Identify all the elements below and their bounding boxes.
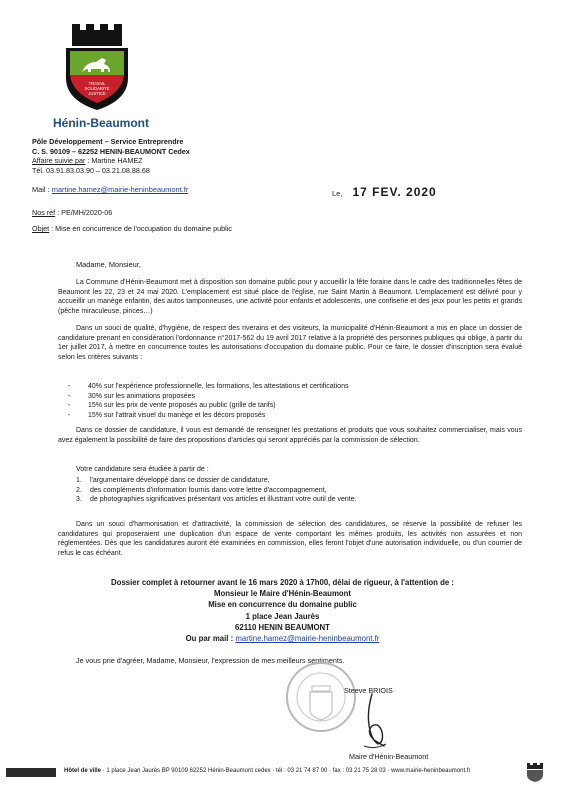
sender-mail: [32, 185, 188, 194]
evaluation-list: [76, 476, 357, 505]
footer-crest-icon: [524, 762, 546, 782]
signatory-name: Steeve BRIOIS: [344, 686, 393, 695]
city-crest-logo: [52, 22, 147, 112]
mail-label: Mail :: [32, 185, 52, 194]
return-recipient: Monsieur le Maire d'Hénin-Beaumont: [213, 589, 352, 599]
evaluation-intro: Votre candidature sera étudiée à partir de :: [76, 466, 209, 473]
sender-contact-person: [32, 156, 190, 166]
evaluation-item: 3. de photographies significatives présentant vos articles et illustrant votre outil de vente.: [76, 496, 357, 504]
return-subject: Mise en concurrence du domaine public: [208, 600, 357, 610]
criteria-list: [68, 382, 348, 420]
criteria-item: - 15% sur les prix de vente proposés au public (grille de tarifs): [68, 401, 348, 411]
evaluation-item: 1. l'argumentaire développé dans ce dossier de candidature,: [76, 477, 270, 484]
paragraph-3: Dans ce dossier de candidature, il vous est demandé de renseigner les prestations et produits que vous souhaitez commercialiser, mais vous avez également la possibilité de faire des propositions d'articles qui seront appréciés par la commission de sélection.: [58, 427, 522, 444]
criteria-item: - 15% sur l'attrait visuel du manège et les décors proposés: [68, 411, 348, 421]
evaluation-item: 2. des compléments d'information fournis dans votre lettre d'accompagnement,: [76, 486, 327, 494]
object: [32, 224, 232, 233]
footer-address: [64, 768, 470, 774]
paragraph-1: La Commune d'Hénin-Beaumont met à disposition son domaine public pour y accueillir la fête foraine dans le cadre des traditionnelles fêtes de Beaumont les 22, 23 et 24 mai 2020. L'emplacement est situé place de l'église, rue Saint Martin à Beaumont. L'emplacement est délivré pour y accueillir un manège enfantin, des autos tamponneuses, une activité pour enfants et adolescents, une confiserie et des jeux pour les petits et grands (pêche miraculeuse, pinces…): [58, 279, 522, 315]
object-value: : Mise en concurrence de l'occupation du domaine public: [49, 224, 232, 233]
footer-bar: [6, 768, 56, 777]
letter-date: [332, 185, 437, 199]
paragraph-4: Dans un souci d'harmonisation et d'attractivité, la commission de sélection des candidatures, se réserve la possibilité de refuser les candidatures qui proposeraient une duplication d'un espace de vente comportant les mêmes produits, les activités non assurées et non réglementées. Dès que les candidatures auront été examinées en commission, elles feront l'objet d'une autorisation individuelle, ou d'un courrier de refus le cas échéant.: [58, 521, 522, 557]
logo-motto-2: SOLIDARITÉ: [84, 86, 110, 91]
sender-address: C. S. 90109 – 62252 HENIN-BEAUMONT Cedex: [32, 146, 190, 156]
official-stamp-icon: [284, 660, 358, 734]
sender-phone: Tél. 03.91.83.03.90 – 03.21.08.88.68: [32, 165, 150, 175]
paragraph-2: Dans un souci de qualité, d'hygiène, de respect des riverains et des visiteurs, la municipalité d'Hénin-Beaumont a mis en place un dossier de candidature prenant en considération l'ordonnance n°2017-562 du 19 avril 2017 relative à la propriété des personnes publiques qui oblige, à partir du 1er juillet 2017, à mettre en concurrence toutes les autorisations d'occupation du domaine public. Pour ce faire, le dossier d'inscription sera évalué selon les critères suivants :: [58, 325, 522, 361]
footer-text: · 1 place Jean Jaurès BP 90109 62252 Hénin-Beaumont cedex · tél : 03 21 74 87 00 · fax : 03 21 75 28 03 · www.mairie-heninbeaumont.fr: [101, 768, 471, 774]
reference-value: : PE/MH/2020-06: [55, 208, 113, 217]
reference-label: Nos réf: [32, 208, 56, 217]
sender-service: Pôle Développement – Service Entreprendre: [32, 137, 184, 146]
handwritten-signature-icon: [350, 690, 400, 752]
closing-sentence: Je vous prie d'agréer, Madame, Monsieur, l'expression de mes meilleurs sentiments.: [76, 656, 345, 665]
date-stamp: 17 FEV. 2020: [352, 185, 437, 199]
criteria-item: - 40% sur l'expérience professionnelle, les formations, les attestations et certifications: [68, 382, 348, 392]
sender-block: [32, 137, 190, 175]
logo-motto-1: TRAVAIL: [88, 81, 106, 86]
reference: [32, 208, 112, 217]
date-prefix: Le,: [332, 189, 343, 198]
return-mail: [0, 633, 565, 644]
footer-label: Hôtel de ville: [64, 768, 102, 774]
sender-contact-value: : Martine HAMEZ: [85, 156, 143, 166]
criteria-item: - 30% sur les animations proposées: [68, 392, 348, 402]
return-street: 1 place Jean Jaurès: [245, 611, 320, 621]
return-block: [0, 577, 565, 644]
return-mail-link[interactable]: martine.hamez@mairie-heninbeaumont.fr: [235, 634, 380, 644]
signatory-title: Maire d'Hénin-Beaumont: [349, 752, 429, 761]
object-label: Objet: [32, 224, 50, 233]
mail-link[interactable]: martine.hamez@mairie-heninbeaumont.fr: [51, 185, 189, 194]
brand-name: Hénin-Beaumont: [53, 116, 149, 130]
salutation: Madame, Monsieur,: [76, 260, 141, 269]
sender-contact-label: Affaire suivie par: [32, 156, 86, 166]
return-city: 62110 HENIN BEAUMONT: [235, 622, 330, 632]
return-deadline: Dossier complet à retourner avant le 16 mars 2020 à 17h00, délai de rigueur, à l'attention de :: [111, 578, 454, 587]
return-mail-label: Ou par mail :: [185, 634, 236, 644]
logo-motto-3: JUSTICE: [88, 91, 106, 96]
